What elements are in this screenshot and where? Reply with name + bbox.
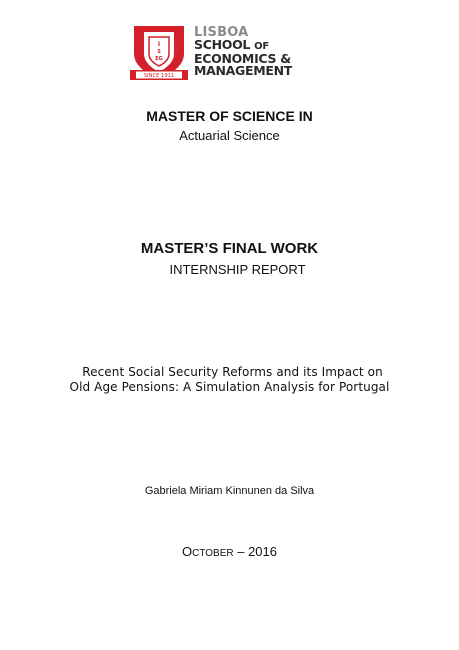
- date-year: 2016: [248, 544, 277, 559]
- wordmark-school: SCHOOL: [194, 37, 251, 52]
- work-type: INTERNSHIP REPORT: [169, 262, 306, 277]
- wordmark-lisboa: LISBOA: [194, 25, 249, 40]
- degree-name: Actuarial Science: [179, 128, 280, 143]
- thesis-title-line-2: Old Age Pensions: A Simulation Analysis for Portugal: [69, 380, 390, 394]
- svg-text:EG: EG: [155, 56, 163, 62]
- work-label: MASTER’S FINAL WORK: [140, 240, 319, 257]
- thesis-title-line-1: Recent Social Security Reforms and its Impact on: [82, 365, 383, 379]
- wordmark-management: MANAGEMENT: [194, 63, 293, 78]
- author-name: Gabriela Miriam Kinnunen da Silva: [144, 485, 315, 497]
- shield-crest-icon: [128, 24, 190, 82]
- crest-banner-text: SINCE 1911: [143, 73, 175, 80]
- school-wordmark: [194, 27, 339, 77]
- date-month-initial: O: [181, 544, 193, 559]
- school-logo: [128, 24, 338, 86]
- svg-text:I: I: [157, 41, 161, 48]
- date-separator: –: [233, 544, 249, 559]
- date-month-rest: CTOBER: [192, 548, 234, 559]
- submission-date: [0, 544, 459, 559]
- svg-text:S: S: [157, 49, 161, 55]
- wordmark-economics: ECONOMICS &: [194, 51, 291, 66]
- wordmark-of: OF: [254, 41, 269, 52]
- degree-label: MASTER OF SCIENCE IN: [146, 108, 313, 124]
